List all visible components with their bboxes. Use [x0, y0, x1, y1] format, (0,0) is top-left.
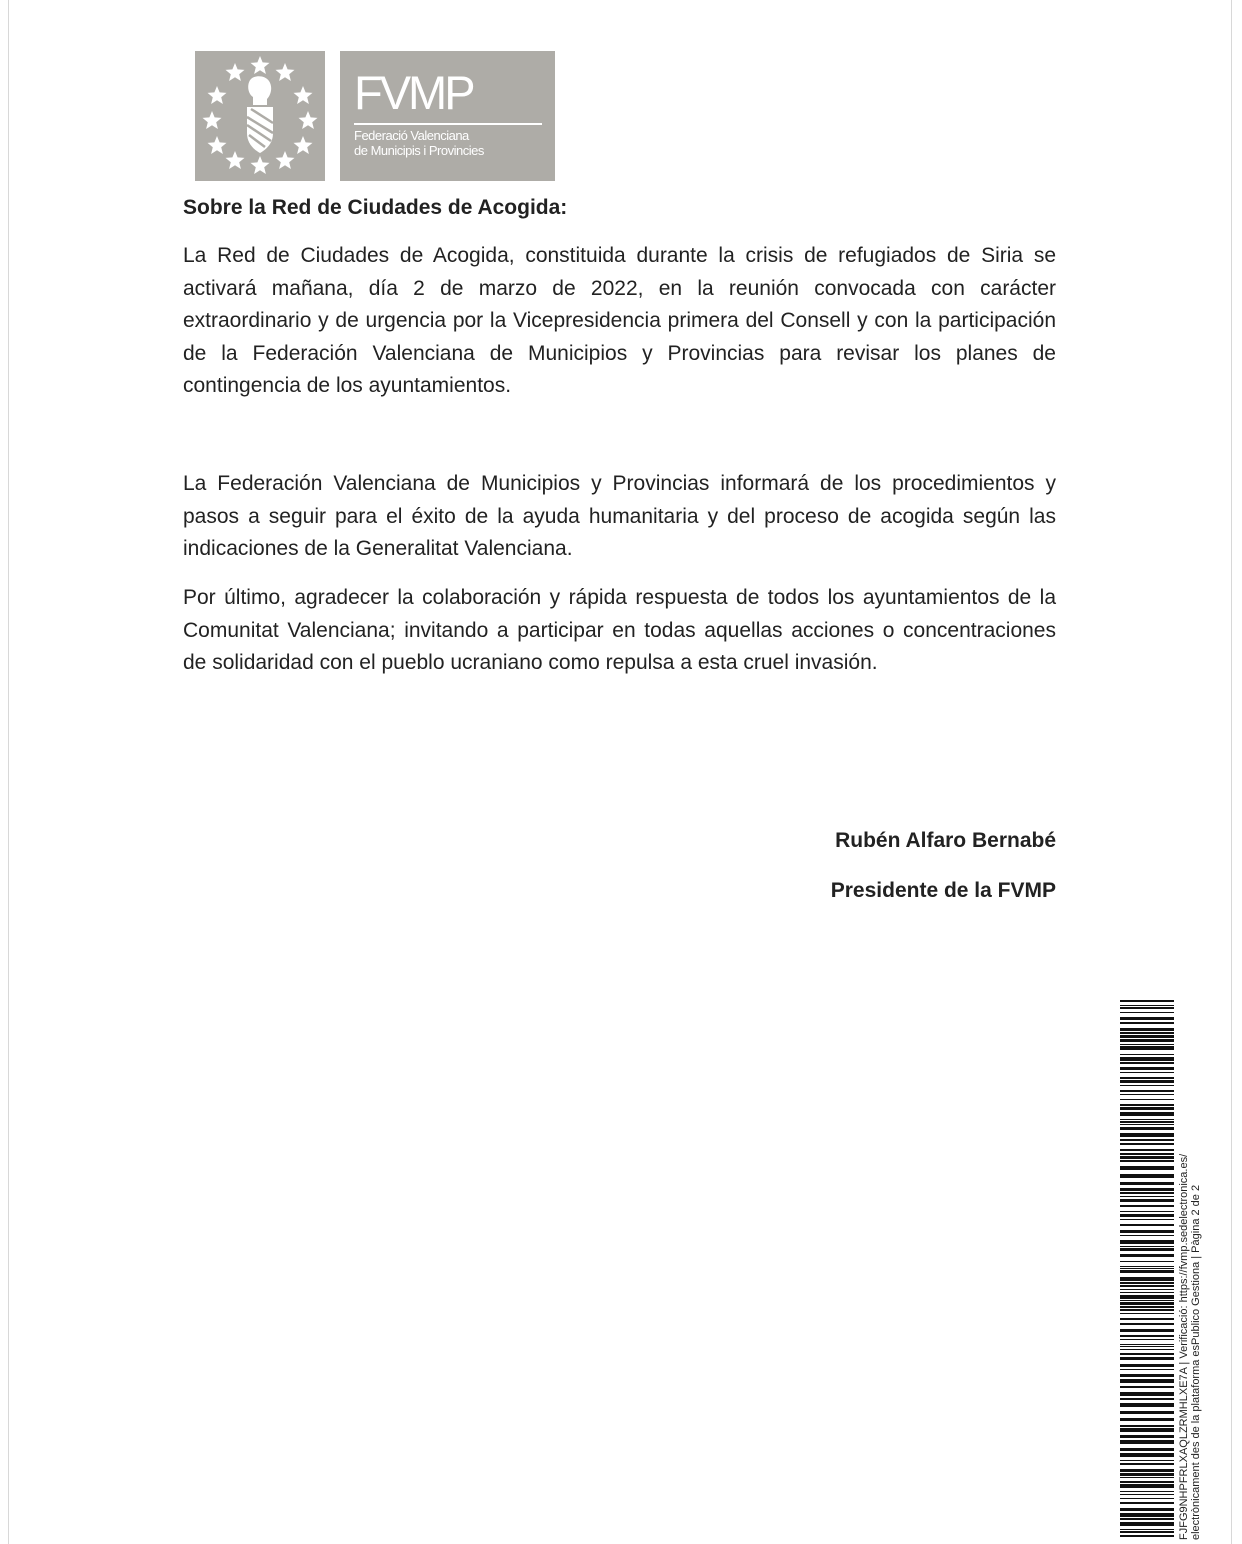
barcode-bar [1120, 1219, 1174, 1220]
barcode-bar [1120, 1039, 1174, 1042]
barcode-bar [1120, 1266, 1174, 1267]
barcode-bar [1120, 1357, 1174, 1360]
barcode-bar [1120, 1277, 1174, 1281]
barcode-bar [1120, 1094, 1174, 1095]
barcode-bar [1120, 1411, 1174, 1414]
barcode-bar [1120, 1484, 1174, 1488]
barcode-bar [1120, 1211, 1174, 1212]
barcode-bar [1120, 1300, 1174, 1301]
barcode-bar [1120, 1418, 1174, 1421]
barcode-bar [1120, 1508, 1174, 1511]
logo-subtitle-line-1: Federació Valenciana [354, 128, 469, 143]
verification-footer [1178, 1110, 1202, 1540]
barcode-bar [1120, 1035, 1174, 1038]
barcode-bar [1120, 1254, 1174, 1257]
verification-line-1: FJFG9NHPFRLXAQLZRMHLXE7A | Verificació: https://fvmp.sedelectronica.es/ [1178, 1153, 1190, 1540]
barcode-bar [1120, 1160, 1174, 1162]
barcode-bar [1120, 1477, 1174, 1478]
barcode-bar [1120, 1481, 1174, 1483]
barcode-bar [1120, 1364, 1174, 1367]
barcode-bar [1120, 1435, 1174, 1438]
logo-divider [354, 123, 542, 125]
barcode-bar [1120, 1133, 1174, 1137]
barcode-bar [1120, 1005, 1174, 1006]
barcode-bar [1120, 1107, 1174, 1110]
barcode-bar [1120, 1386, 1174, 1388]
verification-barcode [1120, 1000, 1174, 1540]
barcode-bar [1120, 1240, 1174, 1244]
verification-line-2: electrònicament des de la plataforma esPublico Gestiona | Pàgina 2 de 2 [1190, 1184, 1202, 1540]
barcode-bar [1120, 1425, 1174, 1427]
barcode-bar [1120, 1349, 1174, 1350]
barcode-bar [1120, 1022, 1174, 1024]
barcode-bar [1120, 1149, 1174, 1151]
barcode-bar [1120, 1460, 1174, 1461]
barcode-bar [1120, 1335, 1174, 1337]
barcode-bar [1120, 1028, 1174, 1031]
barcode-bar [1120, 1077, 1174, 1079]
paragraph-2: La Federación Valenciana de Municipios y Provincias informará de los procedimientos y pasos a seguir para el éxito de la ayuda humanitaria y del proceso de acogida según las indicaciones de la Generalitat Valenciana. [183, 472, 1056, 561]
barcode-bar [1120, 1214, 1174, 1217]
barcode-bar [1120, 1085, 1174, 1086]
barcode-bar [1120, 1153, 1174, 1155]
barcode-bar [1120, 1318, 1174, 1320]
barcode-bar [1120, 1032, 1174, 1034]
barcode-bar [1120, 1007, 1174, 1009]
barcode-bar [1120, 1494, 1174, 1495]
barcode-bar [1120, 1121, 1174, 1123]
barcode-bar [1120, 1199, 1174, 1202]
barcode-bar [1120, 1535, 1174, 1537]
barcode-bar [1120, 1188, 1174, 1191]
paragraph-3: Por último, agradecer la colaboración y rápida respuesta de todos los ayuntamientos de la Comunitat Valenciana; invitando a participar en todas aquellas acciones o concentraciones de solidaridad con el pueblo ucraniano como repulsa a esta cruel invasión. [183, 586, 1056, 675]
barcode-bar [1120, 1012, 1174, 1013]
page-edge-right [1231, 0, 1232, 1544]
barcode-bar [1120, 1054, 1174, 1055]
barcode-bar [1120, 1498, 1174, 1499]
barcode-bar [1120, 1282, 1174, 1284]
barcode-bar [1120, 1346, 1174, 1347]
barcode-bar [1120, 1080, 1174, 1083]
barcode-bar [1120, 1270, 1174, 1273]
barcode-bar [1120, 1292, 1174, 1293]
barcode-bar [1120, 1323, 1174, 1325]
barcode-bar [1120, 1248, 1174, 1251]
barcode-bar [1120, 1529, 1174, 1530]
barcode-bar [1120, 1090, 1174, 1092]
barcode-bar [1120, 1309, 1174, 1311]
barcode-bar [1120, 1196, 1174, 1197]
barcode-bar [1120, 1072, 1174, 1073]
barcode-bar [1120, 1522, 1174, 1526]
fvmp-emblem-logo [195, 51, 325, 181]
barcode-bar [1120, 1339, 1174, 1340]
barcode-bar [1120, 1289, 1174, 1290]
barcode-bar [1120, 1403, 1174, 1407]
barcode-bar [1120, 1000, 1174, 1002]
barcode-bar [1120, 1491, 1174, 1492]
barcode-bar [1120, 1246, 1174, 1247]
paragraph-1: La Red de Ciudades de Acogida, constituida durante la crisis de refugiados de Siria se activará mañana, día 2 de marzo de 2022, en la reunión convocada con carácter extraordinario y de urgencia por la Vicepresidencia primera del Consell y con la participación de la Federación Valenciana de Municipios y Provincias para revisar los planes de contingencia de los ayuntamientos. [183, 244, 1056, 398]
barcode-bar [1120, 1182, 1174, 1185]
barcode-bar [1120, 1166, 1174, 1170]
section-heading: Sobre la Red de Ciudades de Acogida: [183, 196, 568, 219]
barcode-bar [1120, 1392, 1174, 1396]
fvmp-wordmark-logo [340, 51, 555, 181]
signer-role: Presidente de la FVMP [830, 879, 1056, 902]
barcode-bar [1120, 1057, 1174, 1061]
barcode-bar [1120, 1295, 1174, 1299]
barcode-bar [1120, 1463, 1174, 1465]
barcode-bar [1120, 1440, 1174, 1444]
barcode-bar [1120, 1192, 1174, 1194]
barcode-bar [1120, 1469, 1174, 1472]
barcode-bar [1120, 1448, 1174, 1451]
barcode-bar [1120, 1205, 1174, 1207]
barcode-bar [1120, 1230, 1174, 1233]
barcode-bar [1120, 1044, 1174, 1045]
barcode-bar [1120, 1518, 1174, 1520]
barcode-bar [1120, 1017, 1174, 1020]
barcode-bar [1120, 1306, 1174, 1308]
barcode-bar [1120, 1062, 1174, 1064]
barcode-bar [1120, 1379, 1174, 1383]
logo-acronym: FVMP [354, 66, 473, 119]
barcode-bar [1120, 1139, 1174, 1141]
barcode-bar [1120, 1224, 1174, 1226]
stars-and-shield-emblem-icon [195, 51, 325, 181]
barcode-bar [1120, 1398, 1174, 1400]
barcode-bar [1120, 1513, 1174, 1517]
barcode-bar [1120, 1428, 1174, 1432]
barcode-bar [1120, 1285, 1174, 1287]
barcode-bar [1120, 1473, 1174, 1476]
barcode-bar [1120, 1127, 1174, 1130]
barcode-bar [1120, 1374, 1174, 1377]
barcode-bar [1120, 1344, 1174, 1345]
barcode-bar [1120, 1046, 1174, 1050]
barcode-bar [1120, 1531, 1174, 1533]
barcode-bar [1120, 1067, 1174, 1070]
barcode-bar [1120, 1302, 1174, 1305]
barcode-bar [1120, 1112, 1174, 1116]
barcode-bar [1120, 1099, 1174, 1100]
barcode-bar [1120, 1156, 1174, 1159]
barcode-bar [1120, 1104, 1174, 1106]
page-edge-left [8, 0, 9, 1544]
barcode-bar [1120, 1261, 1174, 1262]
barcode-bar [1120, 1313, 1174, 1314]
barcode-bar [1120, 1143, 1174, 1145]
barcode-bar [1120, 1174, 1174, 1178]
barcode-bar [1120, 1502, 1174, 1504]
barcode-bar [1120, 1235, 1174, 1236]
signer-name: Rubén Alfaro Bernabé [835, 829, 1056, 852]
barcode-bar [1120, 1369, 1174, 1370]
barcode-bar [1120, 1124, 1174, 1125]
barcode-bar [1120, 1453, 1174, 1457]
barcode-bar [1120, 1268, 1174, 1269]
barcode-bar [1120, 1329, 1174, 1332]
logo-subtitle-line-2: de Municipis i Provincies [354, 143, 484, 158]
barcode-bar [1120, 1353, 1174, 1355]
barcode-bar [1120, 1119, 1174, 1120]
